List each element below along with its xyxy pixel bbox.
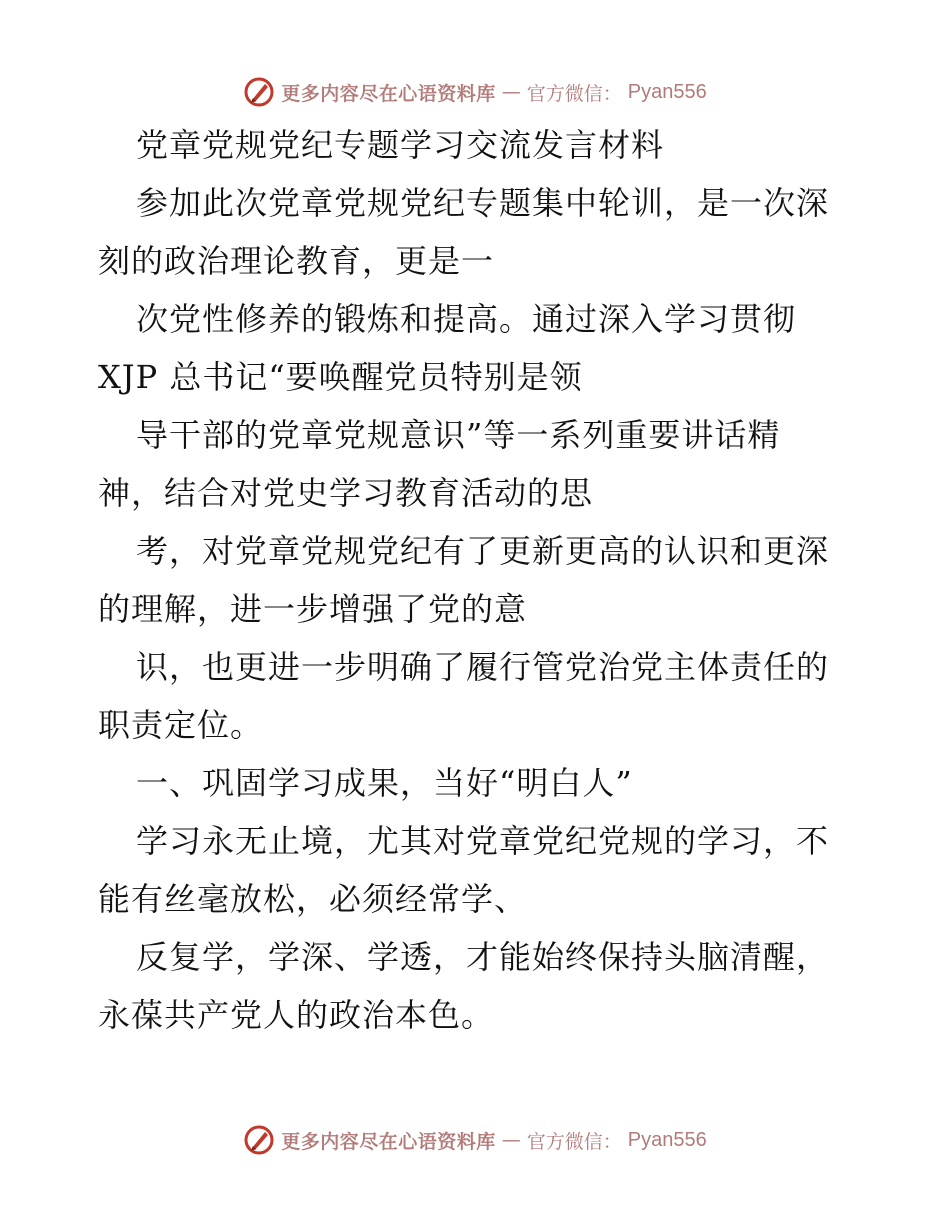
watermark-text: 更多内容尽在心语资料库: [281, 1130, 496, 1153]
document-line: 考，对党章党规党纪有了更新更高的认识和更深: [136, 532, 830, 570]
document-line: 反复学，学深、学透，才能始终保持头脑清醒，: [136, 938, 830, 976]
document-line: 参加此次党章党规党纪专题集中轮训，是一次深: [136, 184, 830, 222]
document-paragraphs: [98, 174, 858, 1044]
document-line: 学习永无止境，尤其对党章党纪党规的学习，不: [136, 822, 830, 860]
watermark-text: 更多内容尽在心语资料库: [281, 82, 496, 105]
document-line: 职责定位。: [98, 706, 264, 744]
header-watermark: [0, 72, 950, 112]
watermark-wechat-label: 官方微信：: [526, 82, 622, 105]
watermark-dash: —: [501, 1129, 521, 1151]
document-line: 的理解，进一步增强了党的意: [98, 590, 528, 628]
document-line: 永葆共产党人的政治本色。: [98, 996, 495, 1034]
watermark-wechat-label: 官方微信：: [526, 1130, 622, 1153]
quill-pen-logo-icon: [243, 76, 275, 108]
document-line: 识，也更进一步明确了履行管党治党主体责任的: [136, 648, 830, 686]
document-body: [98, 116, 858, 1044]
document-line: 导干部的党章党规意识”等一系列重要讲话精: [136, 416, 781, 454]
document-line: 神，结合对党史学习教育活动的思: [98, 474, 594, 512]
footer-watermark: [0, 1120, 950, 1160]
watermark-wechat-id: Pyan556: [627, 80, 707, 103]
document-line: 次党性修养的锻炼和提高。通过深入学习贯彻: [136, 300, 797, 338]
document-line: 一、巩固学习成果，当好“明白人”: [136, 764, 633, 802]
document-line: 刻的政治理论教育，更是一: [98, 242, 495, 280]
quill-pen-logo-icon: [243, 1124, 275, 1156]
document-line: 能有丝毫放松，必须经常学、: [98, 880, 528, 918]
watermark-dash: —: [501, 81, 521, 103]
document-title: 党章党规党纪专题学习交流发言材料: [136, 126, 665, 164]
document-line: XJP 总书记“要唤醒党员特别是领: [98, 358, 583, 396]
watermark-wechat-id: Pyan556: [627, 1128, 707, 1151]
